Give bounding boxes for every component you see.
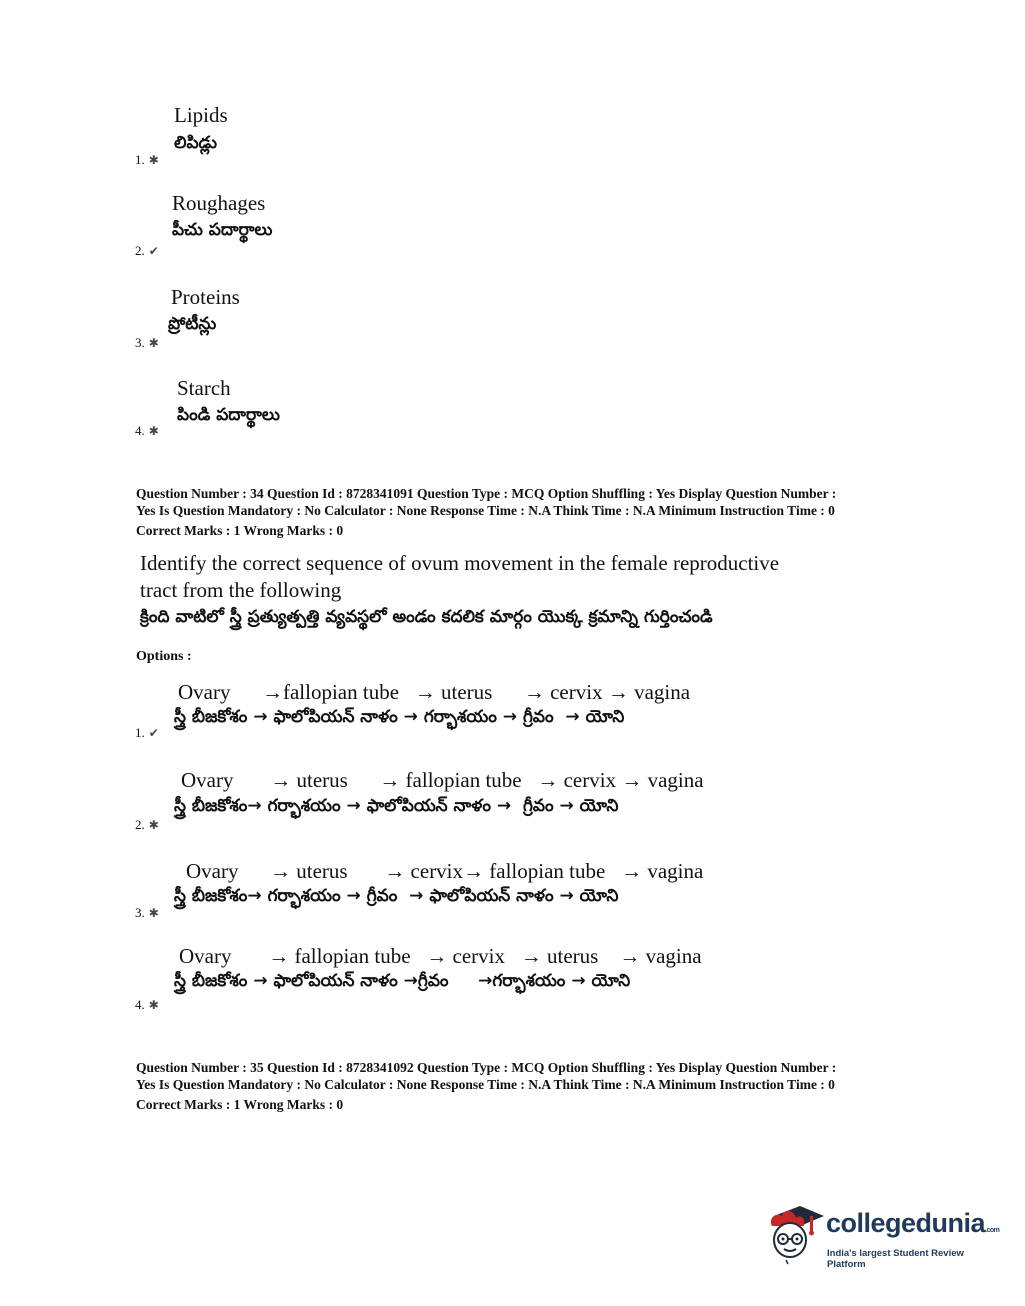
prev-option-1-te: లిపిడ్లు bbox=[174, 133, 218, 153]
q34-option-2-en: Ovary → uterus → fallopian tube → cervix → vagina bbox=[181, 768, 704, 792]
logo-wordmark: collegedunia.com bbox=[826, 1208, 1000, 1238]
q34-option-4-en: Ovary → fallopian tube → cervix → uterus → vagina bbox=[179, 944, 702, 968]
prev-option-3-number: 3. ✱ bbox=[135, 335, 159, 350]
prev-option-1-en: Lipids bbox=[174, 103, 228, 127]
prev-option-3-te: ప్రోటీన్లు bbox=[168, 314, 217, 334]
prev-option-4-en: Starch bbox=[177, 376, 231, 400]
q34-meta-line-1: Question Number : 34 Question Id : 8728341091 Question Type : MCQ Option Shuffling : Yes Display Question Number : bbox=[136, 486, 837, 501]
q34-meta-line-2: Yes Is Question Mandatory : No Calculator : None Response Time : N.A Think Time : N.A Minimum Instruction Time : 0 bbox=[136, 503, 835, 518]
cross-icon: ✱ bbox=[148, 153, 159, 167]
prev-option-1-number: 1. ✱ bbox=[135, 152, 159, 167]
q34-option-1-en: Ovary →fallopian tube → uterus → cervix → vagina bbox=[178, 680, 691, 704]
collegedunia-logo[interactable] bbox=[766, 1198, 1000, 1270]
q35-meta-line-2: Yes Is Question Mandatory : No Calculator : None Response Time : N.A Think Time : N.A Minimum Instruction Time : 0 bbox=[136, 1077, 835, 1092]
q34-question-text-line-2: tract from the following bbox=[140, 578, 342, 602]
q34-option-2-number: 2. ✱ bbox=[135, 817, 159, 832]
options-label: Options : bbox=[136, 649, 192, 664]
cross-icon: ✱ bbox=[148, 336, 159, 350]
q34-question-text-telugu: క్రింది వాటిలో స్త్రీ ప్రత్యుత్పత్తి వ్యవస్థలో అండం కదలిక మార్గం యొక్క క్రమాన్ని గుర్తించండి bbox=[140, 607, 713, 627]
q34-question-text-line-1: Identify the correct sequence of ovum movement in the female reproductive bbox=[140, 551, 780, 575]
q34-option-3-te: స్త్రీ బీజకోశం→ గర్భాశయం → గ్రీవం → ఫాలోపియన్ నాళం → యోని bbox=[174, 886, 619, 906]
q34-option-4-te: స్త్రీ బీజకోశం → ఫాలోపియన్ నాళం →గ్రీవం →గర్భాశయం → యోని bbox=[174, 971, 631, 991]
prev-option-2-en: Roughages bbox=[172, 191, 266, 215]
cross-icon: ✱ bbox=[148, 424, 159, 438]
q35-meta-line-1: Question Number : 35 Question Id : 8728341092 Question Type : MCQ Option Shuffling : Yes Display Question Number : bbox=[136, 1060, 837, 1075]
prev-option-4-number: 4. ✱ bbox=[135, 423, 159, 438]
check-icon: ✔ bbox=[148, 244, 159, 258]
q34-meta-line-3: Correct Marks : 1 Wrong Marks : 0 bbox=[136, 523, 344, 538]
logo-tagline: India's largest Student Review Platform bbox=[827, 1248, 964, 1270]
prev-option-4-te: పిండి పదార్థాలు bbox=[177, 405, 280, 425]
q34-option-2-te: స్త్రీ బీజకోశం→ గర్భాశయం → ఫాలోపియన్ నాళం → గ్రీవం → యోని bbox=[174, 796, 619, 816]
q34-option-1-number: 1. ✔ bbox=[135, 725, 159, 740]
mascot-icon bbox=[766, 1200, 824, 1266]
check-icon: ✔ bbox=[148, 726, 159, 740]
q34-option-4-number: 4. ✱ bbox=[135, 997, 159, 1012]
logo-domain-suffix: .com bbox=[985, 1227, 1000, 1234]
q35-meta-line-3: Correct Marks : 1 Wrong Marks : 0 bbox=[136, 1097, 344, 1112]
prev-option-2-te: పీచు పదార్థాలు bbox=[172, 220, 273, 240]
q34-option-1-te: స్త్రీ బీజకోశం → ఫాలోపియన్ నాళం → గర్భాశయం → గ్రీవం → యోని bbox=[174, 707, 625, 727]
cross-icon: ✱ bbox=[148, 906, 159, 920]
q34-option-3-en: Ovary → uterus → cervix→ fallopian tube → vagina bbox=[186, 859, 704, 883]
q34-option-3-number: 3. ✱ bbox=[135, 905, 159, 920]
prev-option-2-number: 2. ✔ bbox=[135, 243, 159, 258]
prev-option-3-en: Proteins bbox=[171, 285, 240, 309]
cross-icon: ✱ bbox=[148, 998, 159, 1012]
cross-icon: ✱ bbox=[148, 818, 159, 832]
